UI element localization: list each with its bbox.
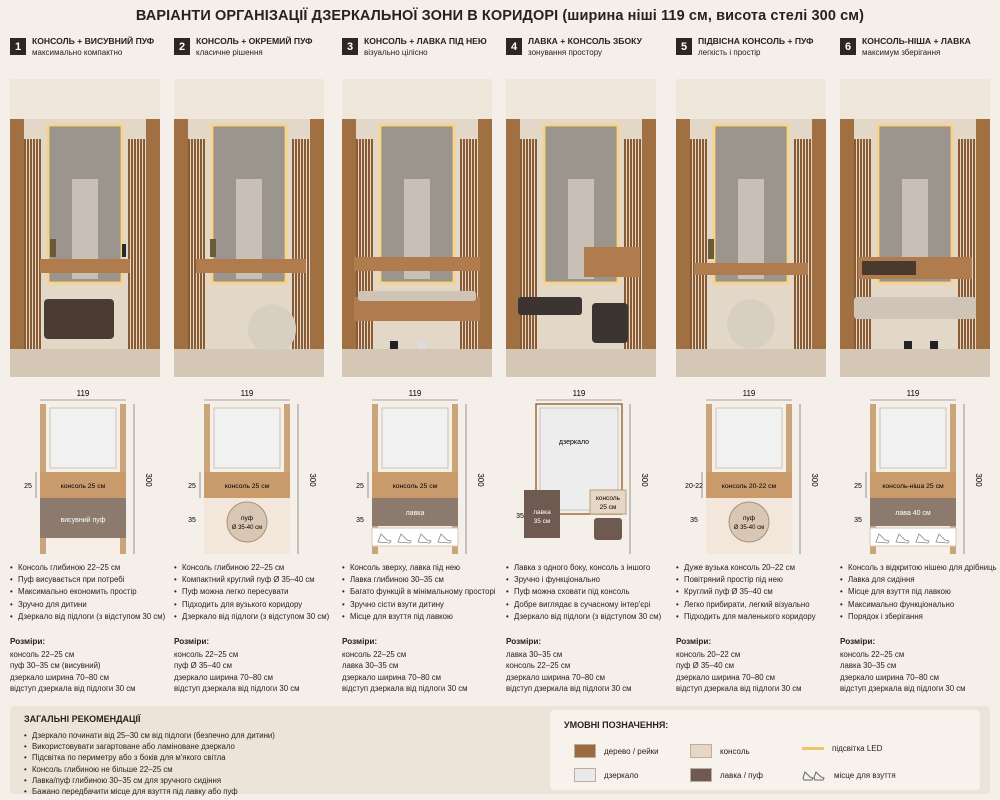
variant-subtitle: максимум зберігання: [862, 48, 941, 57]
bullet-item: • Максимально функціонально: [840, 599, 1000, 611]
bullet-item: • Дзеркало від підлоги (з відступом 30 см): [10, 611, 170, 623]
bullet-item: • Пуф висувається при потребі: [10, 574, 170, 586]
variant-number: 2: [174, 38, 190, 55]
height-label: 300: [476, 473, 485, 487]
variant-header: [342, 36, 500, 72]
sizes-title: Розміри:: [174, 637, 210, 646]
bullet-item: • Максимально економить простір: [10, 586, 170, 598]
bullet-item: • Зручно сісти взути дитину: [342, 599, 502, 611]
size-line: відступ дзеркала від підлоги 30 см: [840, 684, 966, 693]
variant-column-4: [506, 36, 664, 693]
variant-render-image: [342, 79, 492, 377]
console-label: консоль: [595, 495, 621, 502]
variant-render-image: [174, 79, 324, 377]
variant-header: [10, 36, 168, 72]
height-label: 300: [810, 473, 819, 487]
dimension-label: 25: [854, 483, 862, 490]
page-title: ВАРІАНТИ ОРГАНІЗАЦІЇ ДЗЕРКАЛЬНОЇ ЗОНИ В КОРИДОРІ (ширина ніші 119 см, висота стелі 300 см): [135, 8, 865, 24]
sizes-title: Розміри:: [506, 637, 542, 646]
bullet-item: • Добре виглядає в сучасному інтер'єрі: [506, 599, 666, 611]
seat-size-label: Ø 35-40 см: [231, 525, 263, 531]
recommendation-item: • Підсвітка по периметру або з боків для м'якого світла: [24, 752, 524, 763]
seat-label: пуф: [240, 515, 254, 522]
variant-title: ЛАВКА + КОНСОЛЬ ЗБОКУ: [528, 36, 642, 46]
variant-number: 4: [506, 38, 522, 55]
recommendation-item: • Бажано передбачити місце для взуття під лавку або пуф: [24, 786, 524, 797]
variant-plan-diagram: [174, 386, 332, 556]
console-size-label: 25 см: [599, 504, 617, 511]
bullet-item: • Консоль зверху, лавка під нею: [342, 562, 502, 574]
recommendations: [24, 714, 524, 797]
height-label: 300: [640, 473, 649, 487]
dimension-label: 35: [854, 517, 862, 524]
legend-label: дерево / рейки: [604, 746, 659, 756]
legend-item-shoes: [802, 768, 896, 782]
console-label: консоль 25 см: [224, 483, 270, 490]
variant-plan-diagram: [676, 386, 834, 556]
size-line: відступ дзеркала від підлоги 30 см: [174, 684, 300, 693]
variant-render-image: [840, 79, 990, 377]
size-line: пуф Ø 35–40 см: [174, 661, 232, 670]
dimension-label: 35: [516, 513, 524, 520]
legend-item-wood: [574, 744, 659, 758]
recommendations-title: ЗАГАЛЬНІ РЕКОМЕНДАЦІЇ: [24, 714, 141, 724]
size-line: консоль 22–25 см: [174, 649, 239, 659]
variant-bullets: [342, 562, 502, 623]
bullet-item: • Зручно і функціонально: [506, 574, 666, 586]
recommendation-item: • Консоль глибиною не більше 22–25 см: [24, 764, 524, 775]
recommendation-item: • Використовувати загартоване або ламіноване дзеркало: [24, 741, 524, 752]
bullet-item: • Підходить для вузького коридору: [174, 599, 334, 611]
size-line: відступ дзеркала від підлоги 30 см: [676, 684, 802, 693]
variant-column-1: [10, 36, 168, 693]
size-line: лавка 30–35 см: [506, 649, 563, 659]
mirror-label: дзеркало: [558, 439, 590, 446]
variant-render-image: [10, 79, 160, 377]
console-swatch-icon: [690, 744, 712, 758]
variant-sizes: [506, 636, 666, 695]
height-label: 300: [308, 473, 317, 487]
variant-header: [174, 36, 332, 72]
variant-title: КОНСОЛЬ + ВИСУВНИЙ ПУФ: [32, 36, 155, 46]
bullet-item: • Пуф можна легко пересувати: [174, 586, 334, 598]
variant-title: ПІДВІСНА КОНСОЛЬ + ПУФ: [698, 36, 814, 46]
variant-render-image: [676, 79, 826, 377]
variant-bullets: [10, 562, 170, 623]
variant-header: [840, 36, 998, 72]
bullet-item: • Місце для взуття під лавкою: [840, 586, 1000, 598]
bullet-item: • Повітряний простір під нею: [676, 574, 836, 586]
legend-item-led: [802, 744, 882, 753]
height-label: 300: [974, 473, 983, 487]
bullet-item: • Консоль глибиною 22–25 см: [174, 562, 334, 574]
sizes-title: Розміри:: [342, 637, 378, 646]
seat-label: лавка: [533, 509, 551, 516]
size-line: пуф Ø 35–40 см: [676, 661, 734, 670]
variant-sizes: [840, 636, 1000, 695]
variant-number: 6: [840, 38, 856, 55]
size-line: дзеркало ширина 70–80 см: [342, 672, 441, 682]
legend-item-console: [690, 744, 750, 758]
variant-subtitle: зонування простору: [528, 48, 603, 57]
legend-label: лавка / пуф: [720, 770, 763, 780]
width-label: 119: [906, 389, 920, 398]
variant-column-2: [174, 36, 332, 693]
recommendation-item: • Дзеркало починати від 25–30 см від підлоги (безпечно для дитини): [24, 730, 524, 741]
size-line: відступ дзеркала від підлоги 30 см: [10, 684, 136, 693]
bullet-item: • Легко прибирати, легкий візуально: [676, 599, 836, 611]
legend-label: місце для взуття: [834, 770, 896, 780]
console-label: консоль 25 см: [60, 483, 106, 490]
bullet-item: • Лавка глибиною 30–35 см: [342, 574, 502, 586]
console-label: консоль 25 см: [392, 483, 438, 490]
variant-column-5: [676, 36, 834, 693]
width-label: 119: [76, 389, 90, 398]
variant-sizes: [174, 636, 334, 695]
variant-subtitle: візуально цілісно: [364, 48, 428, 57]
variant-subtitle: легкість і простір: [698, 48, 761, 57]
size-line: відступ дзеркала від підлоги 30 см: [342, 684, 468, 693]
size-line: дзеркало ширина 70–80 см: [174, 672, 273, 682]
bench-swatch-icon: [690, 768, 712, 782]
size-line: лавка 30–35 см: [840, 661, 897, 670]
variant-title: КОНСОЛЬ-НІША + ЛАВКА: [862, 36, 971, 46]
console-label: консоль-ніша 25 см: [882, 483, 944, 490]
bullet-item: • Дуже вузька консоль 20–22 см: [676, 562, 836, 574]
size-line: консоль 22–25 см: [840, 649, 905, 659]
size-line: дзеркало ширина 70–80 см: [506, 672, 605, 682]
variant-plan-diagram: [10, 386, 168, 556]
bullet-item: • Порядок і зберігання: [840, 611, 1000, 623]
variant-title: КОНСОЛЬ + ЛАВКА ПІД НЕЮ: [364, 36, 487, 46]
dimension-label: 25: [188, 483, 196, 490]
bullet-item: • Багато функцій в мінімальному просторі: [342, 586, 502, 598]
width-label: 119: [240, 389, 254, 398]
size-line: відступ дзеркала від підлоги 30 см: [506, 684, 632, 693]
variant-render-image: [506, 79, 656, 377]
bullet-item: • Місце для взуття під лавкою: [342, 611, 502, 623]
width-label: 119: [408, 389, 422, 398]
seat-label: лавка: [405, 510, 425, 517]
dimension-label: 35: [690, 517, 698, 524]
legend-label: дзеркало: [604, 770, 639, 780]
bullet-item: • Лавка з одного боку, консоль з іншого: [506, 562, 666, 574]
legend-item-mirror: [574, 768, 638, 782]
seat-label: лава 40 см: [895, 510, 931, 517]
dimension-label: 35: [188, 517, 196, 524]
variant-bullets: [174, 562, 334, 623]
dimension-label: 35: [356, 517, 364, 524]
bottom-panel: [10, 706, 990, 797]
variant-column-6: [840, 36, 998, 693]
variant-plan-diagram: [342, 386, 500, 556]
width-label: 119: [572, 389, 586, 398]
sizes-title: Розміри:: [10, 637, 46, 646]
height-label: 300: [144, 473, 153, 487]
variant-sizes: [342, 636, 502, 695]
size-line: дзеркало ширина 70–80 см: [10, 672, 109, 682]
bullet-item: • Лавка для сидіння: [840, 574, 1000, 586]
sizes-title: Розміри:: [840, 637, 876, 646]
size-line: консоль 22–25 см: [342, 649, 407, 659]
variant-bullets: [506, 562, 666, 623]
size-line: консоль 22–25 см: [10, 649, 75, 659]
legend-item-bench: [690, 768, 763, 782]
variant-column-3: [342, 36, 500, 693]
variant-header: [506, 36, 664, 72]
mirror-swatch-icon: [574, 768, 596, 782]
bullet-item: • Пуф можна сховати під консоль: [506, 586, 666, 598]
legend: [550, 710, 980, 790]
bullet-item: • Зручно для дитини: [10, 599, 170, 611]
size-line: дзеркало ширина 70–80 см: [676, 672, 775, 682]
dimension-label: 25: [356, 483, 364, 490]
bullet-item: • Дзеркало від підлоги (з відступом 30 см): [174, 611, 334, 623]
size-line: консоль 20–22 см: [676, 649, 741, 659]
size-line: пуф 30–35 см (висувний): [10, 661, 101, 670]
bullet-item: • Компактний круглий пуф Ø 35–40 см: [174, 574, 334, 586]
variant-plan-diagram: [840, 386, 998, 556]
bullet-item: • Дзеркало від підлоги (з відступом 30 см): [506, 611, 666, 623]
variant-number: 5: [676, 38, 692, 55]
dimension-label: 25: [24, 483, 32, 490]
bullet-item: • Підходить для маленького коридору: [676, 611, 836, 623]
variant-number: 3: [342, 38, 358, 55]
variant-sizes: [10, 636, 170, 695]
size-line: лавка 30–35 см: [342, 661, 399, 670]
variant-title: КОНСОЛЬ + ОКРЕМИЙ ПУФ: [196, 36, 313, 46]
legend-title: УМОВНІ ПОЗНАЧЕННЯ:: [564, 720, 669, 730]
legend-label: підсвітка LED: [832, 744, 883, 753]
bullet-item: • Консоль глибиною 22–25 см: [10, 562, 170, 574]
wood-swatch-icon: [574, 744, 596, 758]
variant-subtitle: максимально компактно: [32, 48, 123, 57]
variant-header: [676, 36, 834, 72]
variant-sizes: [676, 636, 836, 695]
variant-subtitle: класичне рішення: [196, 48, 263, 57]
seat-size-label: Ø 35-40 см: [733, 525, 765, 531]
seat-size-label: 35 см: [533, 518, 551, 525]
size-line: дзеркало ширина 70–80 см: [840, 672, 939, 682]
width-label: 119: [742, 389, 756, 398]
seat-label: пуф: [742, 515, 756, 522]
recommendation-item: • Лавка/пуф глибиною 30–35 см для зручного сидіння: [24, 775, 524, 786]
variant-plan-diagram: [506, 386, 664, 556]
variant-bullets: [840, 562, 1000, 623]
size-line: консоль 22–25 см: [506, 661, 571, 670]
shoes-icon: [802, 768, 826, 782]
led-line-icon: [802, 747, 824, 750]
seat-label: висувний пуф: [60, 517, 106, 524]
bullet-item: • Круглий пуф Ø 35–40 см: [676, 586, 836, 598]
sizes-title: Розміри:: [676, 637, 712, 646]
console-label: консоль 20-22 см: [721, 483, 777, 490]
legend-label: консоль: [720, 746, 750, 756]
bullet-item: • Консоль з відкритою нішею для дрібниць: [840, 562, 1000, 574]
variant-number: 1: [10, 38, 26, 55]
variant-bullets: [676, 562, 836, 623]
dimension-label: 20-22: [685, 483, 703, 490]
